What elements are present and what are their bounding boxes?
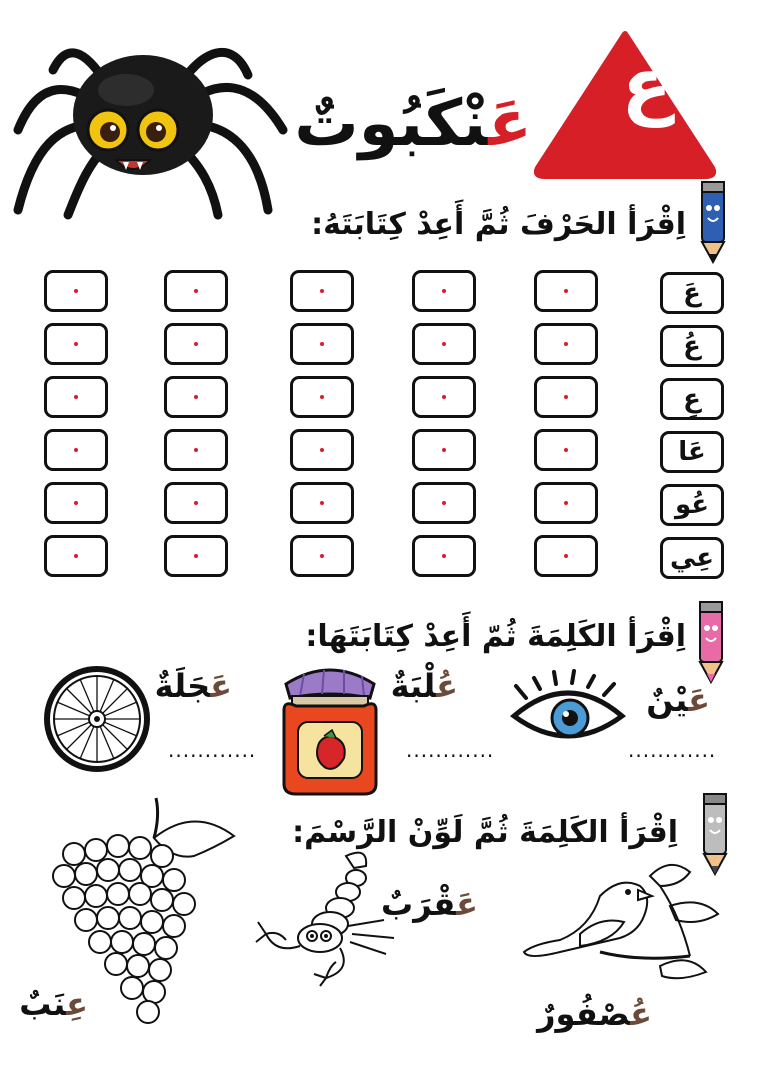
word-rest: يْنٌ (646, 681, 689, 719)
section3-heading: اِقْرَأ الكَلِمَةَ ثُمَّ لَوِّنْ الرَّسْمَ: (292, 815, 678, 850)
writing-box[interactable] (290, 270, 354, 312)
section1-heading: اِقْرَأ الحَرْفَ ثُمَّ أَعِدْ كِتَابَتَهُ: (311, 207, 686, 242)
badge-letter: ع (621, 42, 672, 128)
word-first-letter: عِ (66, 985, 88, 1023)
jam-jar-icon (274, 660, 386, 798)
writing-box[interactable] (164, 376, 228, 418)
model-letter-box: عَ (660, 272, 724, 314)
model-letter-box: عُو (660, 484, 724, 526)
word-grapes (19, 985, 88, 1023)
writing-box[interactable] (290, 376, 354, 418)
writing-box[interactable] (290, 323, 354, 365)
title-rest: نْكَبُوتٌ (294, 87, 489, 161)
writing-box[interactable] (412, 482, 476, 524)
word-scorpion (381, 885, 478, 923)
word-rest: قْرَبٌ (381, 885, 457, 923)
writing-box[interactable] (164, 429, 228, 471)
word-first-letter: عُ (630, 995, 652, 1033)
spider-icon (8, 20, 308, 220)
title-word (294, 87, 532, 161)
word-first-letter: عَ (688, 681, 710, 719)
writing-box[interactable] (44, 482, 108, 524)
word-first-letter: عَ (210, 667, 232, 705)
word-eye (646, 681, 710, 719)
writing-line[interactable]: ............ (628, 738, 717, 762)
word-rest: نَبٌ (19, 985, 67, 1023)
pencil-blue-icon (696, 178, 730, 264)
word-jam (390, 667, 458, 705)
writing-box[interactable] (290, 535, 354, 577)
writing-box[interactable] (534, 535, 598, 577)
writing-box[interactable] (164, 323, 228, 365)
word-rest: صْفُورٌ (537, 995, 631, 1033)
writing-box[interactable] (164, 482, 228, 524)
writing-box[interactable] (412, 429, 476, 471)
writing-box[interactable] (290, 482, 354, 524)
writing-box[interactable] (534, 323, 598, 365)
writing-box[interactable] (290, 429, 354, 471)
writing-line[interactable]: ............ (406, 738, 495, 762)
pencil-pink-icon (694, 598, 728, 684)
writing-box[interactable] (534, 429, 598, 471)
writing-box[interactable] (44, 323, 108, 365)
writing-box[interactable] (44, 429, 108, 471)
wheel-icon (42, 664, 152, 774)
writing-box[interactable] (412, 323, 476, 365)
section2-heading: اِقْرَأ الكَلِمَةَ ثُمّ أَعِدْ كِتَابَتَهَا: (305, 619, 686, 654)
word-bird (537, 995, 652, 1033)
model-letter-box: عُ (660, 325, 724, 367)
eye-icon (508, 676, 628, 754)
model-letter-box: عِي (660, 537, 724, 579)
writing-box[interactable] (412, 535, 476, 577)
writing-box[interactable] (44, 376, 108, 418)
writing-box[interactable] (534, 482, 598, 524)
word-first-letter: عَ (456, 885, 478, 923)
writing-box[interactable] (534, 270, 598, 312)
writing-box[interactable] (412, 270, 476, 312)
writing-box[interactable] (44, 535, 108, 577)
word-first-letter: عُ (436, 667, 458, 705)
title-first-letter: عَ (488, 87, 532, 161)
bird-icon (520, 856, 720, 1006)
word-rest: جَلَةٌ (154, 667, 211, 705)
model-letter-box: عَا (660, 431, 724, 473)
writing-box[interactable] (164, 270, 228, 312)
word-rest: لْبَةٌ (390, 667, 437, 705)
writing-box[interactable] (412, 376, 476, 418)
word-wheel (154, 667, 232, 705)
model-letter-box: عِ (660, 378, 724, 420)
writing-line[interactable]: ............ (168, 738, 257, 762)
writing-box[interactable] (164, 535, 228, 577)
writing-box[interactable] (44, 270, 108, 312)
writing-box[interactable] (534, 376, 598, 418)
